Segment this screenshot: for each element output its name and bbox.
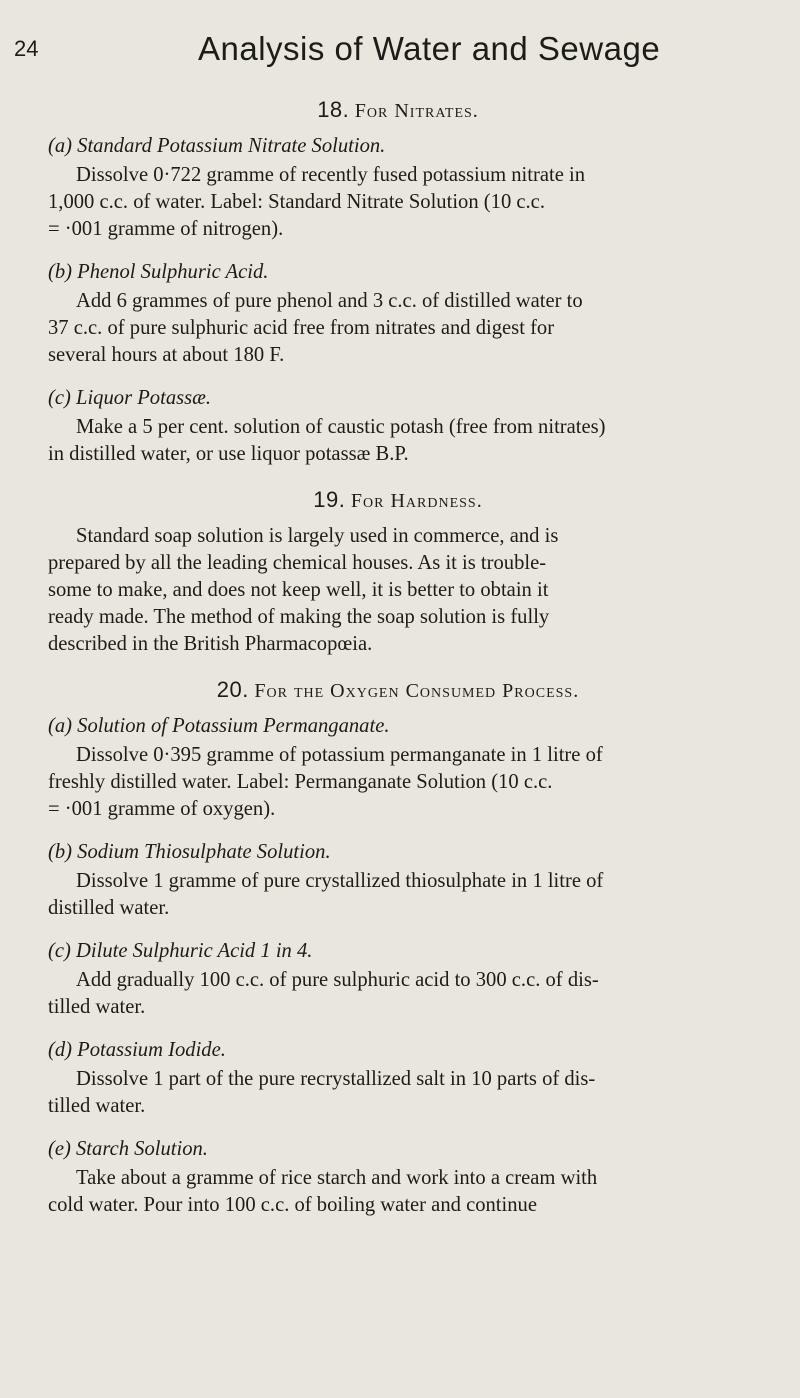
section-number: 18. [317, 97, 350, 122]
text-line: tilled water. [48, 996, 146, 1018]
subheading-potassium-iodide: (d) Potassium Iodide. [48, 1039, 226, 1061]
paragraph [48, 523, 748, 658]
subheading-thiosulphate: (b) Sodium Thiosulphate Solution. [48, 841, 331, 863]
text-line: Dissolve 1 part of the pure recrystallized salt in 10 parts of dis- [76, 1068, 596, 1090]
subheading-dilute-sulphuric: (c) Dilute Sulphuric Acid 1 in 4. [48, 940, 313, 962]
text-line: some to make, and does not keep well, it is better to obtain it [48, 579, 549, 601]
page-number: 24 [14, 36, 39, 61]
section-number: 19. [313, 487, 346, 512]
paragraph [48, 414, 748, 468]
text-line: 37 c.c. of pure sulphuric acid free from nitrates and digest for [48, 317, 555, 339]
text-line: = ·001 gramme of oxygen). [48, 798, 276, 820]
text-line: Standard soap solution is largely used in commerce, and is [76, 525, 559, 547]
text-line: = ·001 gramme of nitrogen). [48, 218, 284, 240]
paragraph [48, 967, 748, 1021]
text-line: Add gradually 100 c.c. of pure sulphuric acid to 300 c.c. of dis- [76, 969, 599, 991]
paragraph [48, 742, 748, 823]
text-line: 1,000 c.c. of water. Label: Standard Nitrate Solution (10 c.c. [48, 191, 545, 213]
text-line: tilled water. [48, 1095, 146, 1117]
paragraph [48, 162, 748, 243]
subheading-liquor-potassae: (c) Liquor Potassæ. [48, 387, 212, 409]
subheading-standard-nitrate: (a) Standard Potassium Nitrate Solution. [48, 135, 386, 157]
text-line: described in the British Pharmacopœia. [48, 633, 373, 655]
text-line: distilled water. [48, 897, 170, 919]
text-line: ready made. The method of making the soap solution is fully [48, 606, 550, 628]
text-line: Take about a gramme of rice starch and work into a cream with [76, 1167, 598, 1189]
text-line: cold water. Pour into 100 c.c. of boiling water and continue [48, 1194, 537, 1216]
text-line: Add 6 grammes of pure phenol and 3 c.c. of distilled water to [76, 290, 583, 312]
section-number: 20. [216, 677, 249, 702]
subheading-starch-solution: (e) Starch Solution. [48, 1138, 208, 1160]
text-line: Dissolve 0·722 gramme of recently fused potassium nitrate in [76, 164, 586, 186]
text-line: several hours at about 180 F. [48, 344, 285, 366]
running-title: Analysis of Water and Sewage [198, 30, 661, 67]
section-title: For Hardness. [350, 490, 483, 512]
page-body [48, 96, 748, 1219]
text-line: in distilled water, or use liquor potassæ B.P. [48, 443, 409, 465]
section-heading-hardness [48, 486, 748, 515]
subheading-permanganate: (a) Solution of Potassium Permanganate. [48, 715, 390, 737]
text-line: freshly distilled water. Label: Permanganate Solution (10 c.c. [48, 771, 553, 793]
paragraph [48, 868, 748, 922]
paragraph [48, 1165, 748, 1219]
section-heading-oxygen-consumed [48, 676, 748, 705]
section-heading-nitrates [48, 96, 748, 125]
text-line: Dissolve 0·395 gramme of potassium permanganate in 1 litre of [76, 744, 603, 766]
page-header [0, 30, 800, 86]
text-line: Dissolve 1 gramme of pure crystallized thiosulphate in 1 litre of [76, 870, 604, 892]
paragraph [48, 1066, 748, 1120]
section-title: For the Oxygen Consumed Process. [254, 680, 580, 702]
subheading-phenol-sulphuric: (b) Phenol Sulphuric Acid. [48, 261, 269, 283]
text-line: prepared by all the leading chemical houses. As it is trouble- [48, 552, 547, 574]
text-line: Make a 5 per cent. solution of caustic potash (free from nitrates) [76, 416, 606, 438]
section-title: For Nitrates. [354, 100, 479, 122]
paragraph [48, 288, 748, 369]
